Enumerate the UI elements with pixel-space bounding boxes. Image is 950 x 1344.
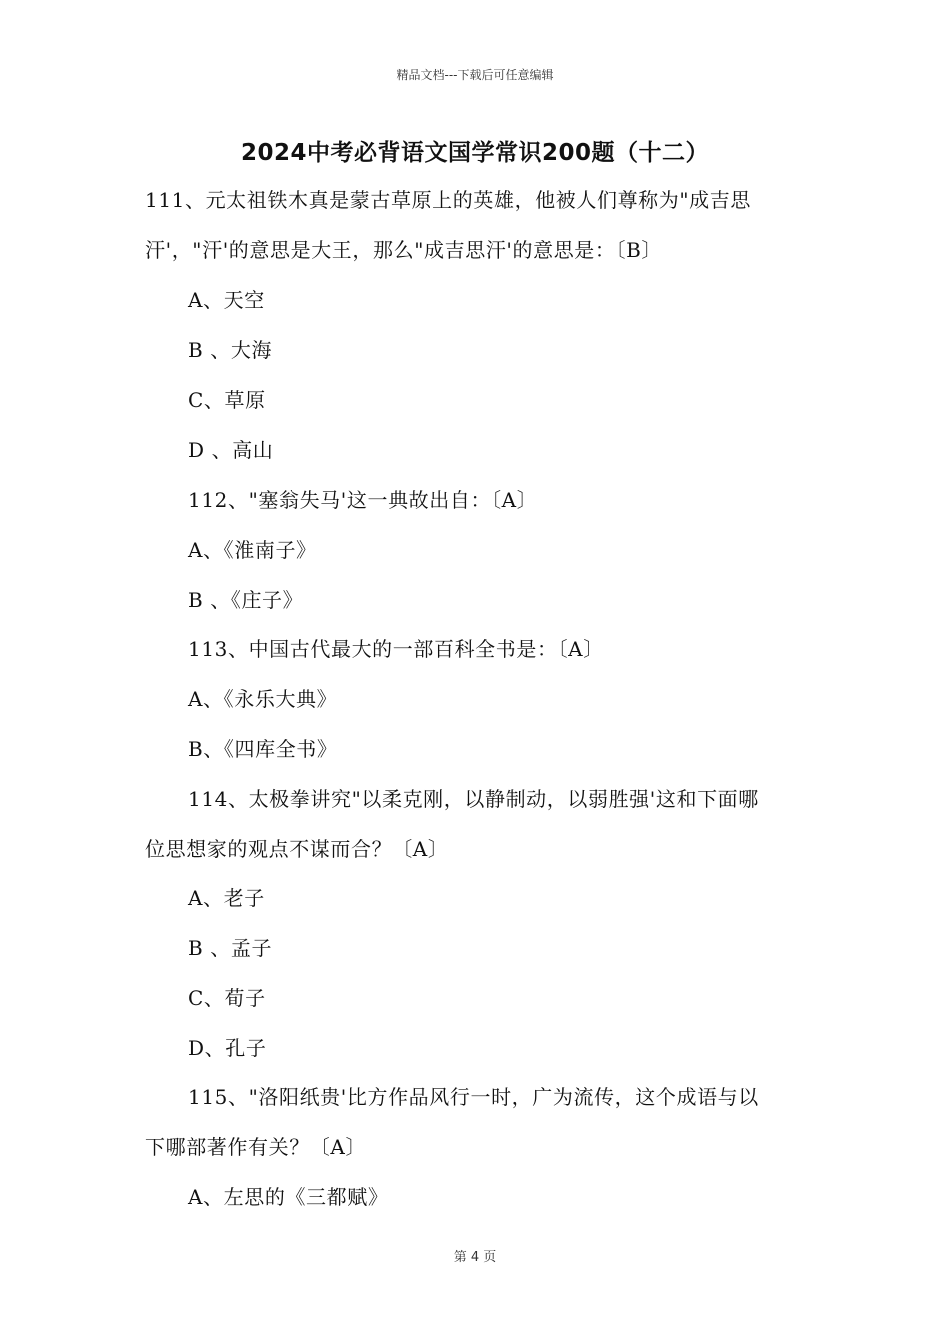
question-115-line-1: 115、"洛阳纸贵'比方作品风行一时，广为流传，这个成语与以: [188, 1085, 759, 1109]
question-114-line-2: 位思想家的观点不谋而合？〔A〕: [145, 837, 449, 861]
page-number: 第 4 页: [453, 1250, 497, 1265]
question-113: 113、中国古代最大的一部百科全书是：〔A〕: [188, 637, 604, 661]
option-111-b: B 、大海: [188, 338, 273, 362]
option-113-b: B、《四库全书》: [188, 737, 338, 761]
option-111-d: D 、高山: [188, 438, 274, 462]
option-114-c: C、荀子: [188, 986, 266, 1010]
question-111-line-1: 111、元太祖铁木真是蒙古草原上的英雄，他被人们尊称为"成吉思: [145, 188, 751, 212]
document-title: 2024中考必背语文国学常识200题（十二）: [240, 140, 710, 166]
option-111-c: C、草原: [188, 388, 266, 412]
option-114-d: D、孔子: [188, 1036, 267, 1060]
question-111-line-2: 汗'，"汗'的意思是大王，那么"成吉思汗'的意思是：〔B〕: [145, 238, 662, 262]
option-112-b: B 、《庄子》: [188, 588, 304, 612]
question-114-line-1: 114、太极拳讲究"以柔克刚，以静制动，以弱胜强'这和下面哪: [188, 787, 759, 811]
question-115-line-2: 下哪部著作有关？〔A〕: [145, 1135, 367, 1159]
option-115-a: A、左思的《三都赋》: [188, 1185, 389, 1209]
option-111-a: A、天空: [188, 288, 265, 312]
option-114-a: A、老子: [188, 886, 265, 910]
option-113-a: A、《永乐大典》: [188, 687, 338, 711]
option-112-a: A、《淮南子》: [188, 538, 317, 562]
header-note: 精品文档---下载后可任意编辑: [396, 68, 554, 82]
question-112: 112、"塞翁失马'这一典故出自：〔A〕: [188, 488, 538, 512]
option-114-b: B 、孟子: [188, 936, 273, 960]
